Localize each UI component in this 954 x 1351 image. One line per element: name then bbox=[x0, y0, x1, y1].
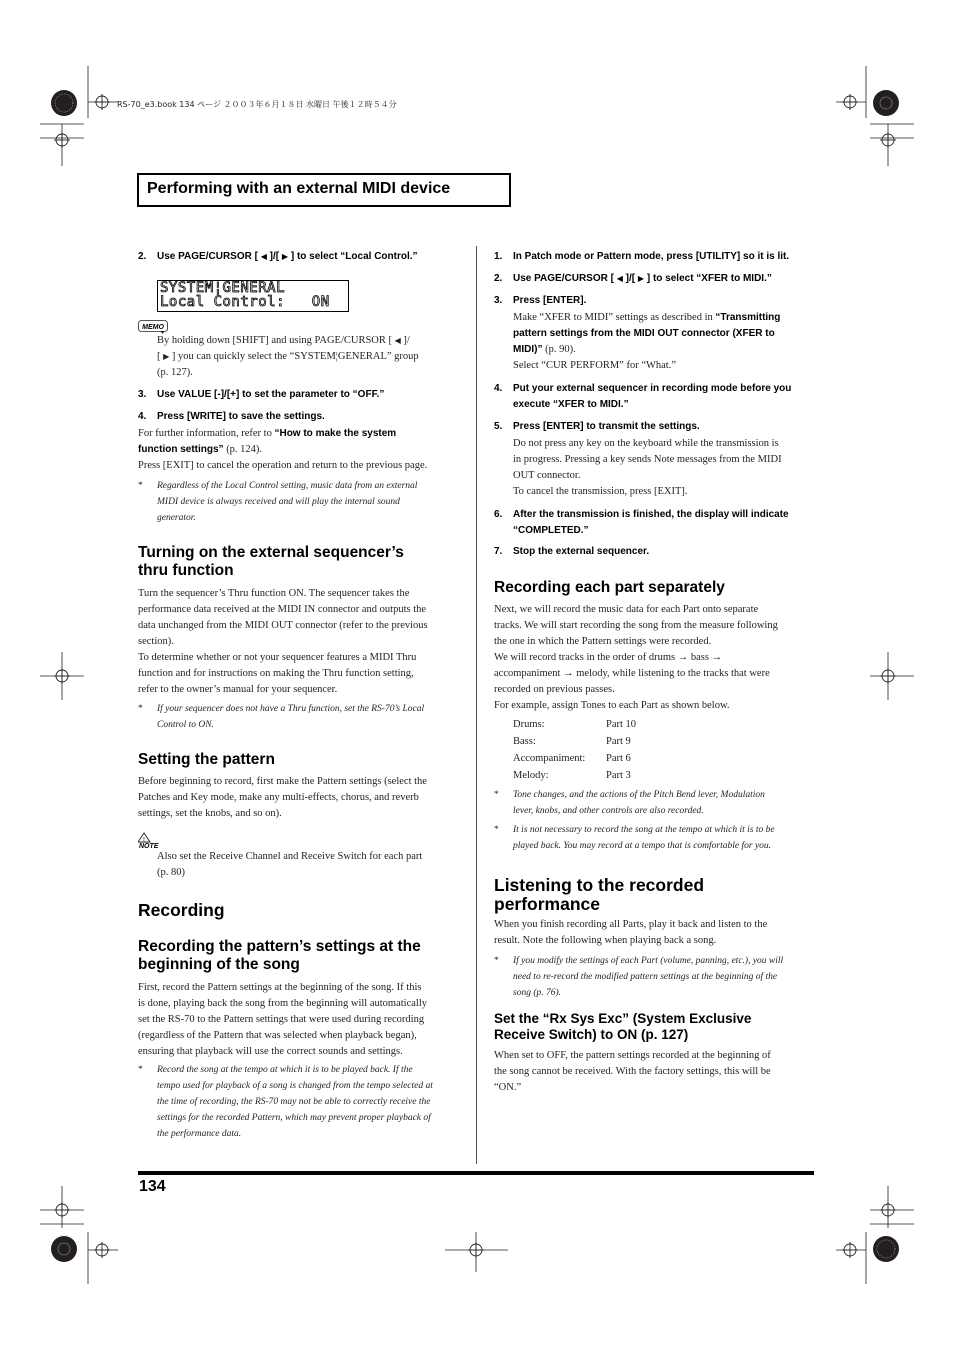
note-icon bbox=[138, 832, 164, 850]
footer-rule bbox=[138, 1171, 814, 1175]
right-arrow-icon: ▶ bbox=[637, 274, 645, 283]
step-4-left: 4. Press [WRITE] to save the settings. bbox=[138, 411, 325, 422]
rx-sys-exc-paragraph: When set to OFF, the pattern settings recorded at the beginning of the song cannot be received. With the factory settings, this will be “ON.” bbox=[494, 1050, 771, 1093]
step-5-right: 5. Press [ENTER] to transmit the settings. bbox=[494, 421, 700, 432]
step-3-body: Make “XFER to MIDI” settings as described in “Transmitting pattern settings from the MIDI OUT connector (XFER to MIDI)” (p. 90). Select “CUR PERFORM” for “What.” bbox=[513, 312, 781, 371]
lcd-line-1: SYSTEM¦GENERAL bbox=[160, 280, 286, 296]
step-3-left: 3. Use VALUE [-]/[+] to set the parameter to “OFF.” bbox=[138, 389, 385, 400]
memo-icon bbox=[138, 320, 168, 334]
listening-paragraph: When you finish recording all Parts, play it back and listen to the result. Note the following when playing back a song. bbox=[494, 919, 768, 946]
svg-text:!: ! bbox=[143, 837, 145, 843]
pattern-paragraph: Before beginning to record, first make the Pattern settings (select the Patches and Key mode, make any multi-effects, chorus, and reverb settings, set the knobs, and so on). bbox=[138, 776, 427, 819]
note-thru: * If your sequencer does not have a Thru function, set the RS-70’s Local Control to ON. bbox=[138, 704, 425, 730]
further-info-text: For further information, refer to “How to make the system function settings” (p. 124). Press [EXIT] to cancel the operation and return to the previous page. bbox=[138, 428, 428, 471]
note-local-control: * Regardless of the Local Control setting, music data from an external MIDI device is always received and will play the internal sound generator. bbox=[138, 481, 418, 523]
lcd-line-2: Local Control: ON bbox=[160, 294, 330, 310]
step-7-right: 7. Stop the external sequencer. bbox=[494, 546, 650, 557]
left-arrow-icon: ◀ bbox=[260, 252, 267, 261]
left-arrow-icon: ◀ bbox=[616, 274, 623, 283]
svg-text:MEMO: MEMO bbox=[142, 324, 164, 331]
heading-thru-function: Turning on the external sequencer’s thru function bbox=[138, 544, 404, 579]
note-receive-channel: Also set the Receive Channel and Receive Switch for each part (p. 80) bbox=[157, 851, 423, 878]
left-arrow-icon: ◀ bbox=[394, 336, 401, 345]
step-4-right: 4. Put your external sequencer in recording mode before you execute “XFER to MIDI.” bbox=[494, 383, 792, 410]
section-title-box bbox=[137, 173, 511, 207]
step-2-left: 2. Use PAGE/CURSOR [ ◀ ]/[ ▶ ] to select “Local Control.” bbox=[138, 251, 418, 262]
heading-setting-pattern: Setting the pattern bbox=[138, 751, 275, 768]
right-arrow-icon: ▶ bbox=[163, 352, 170, 361]
heading-recording: Recording bbox=[138, 900, 225, 920]
each-part-paragraph: Next, we will record the music data for each Part onto separate tracks. We will start recording the song from the measure following the one in which the Pattern settings were recorded. We will record tracks in the order of drums → bass → accompaniment → melody, while listening to the tracks that were recorded on previous passes. For example, assign Tones to each Part as shown below. bbox=[494, 604, 778, 711]
lcd-display bbox=[157, 280, 349, 312]
file-info-header: RS-70_e3.book 134 ページ ２００３年６月１８日 水曜日 午後１２時５４分 bbox=[117, 100, 397, 109]
heading-listening: Listening to the recorded performance bbox=[494, 875, 705, 914]
memo-text: By holding down [SHIFT] and using PAGE/CURSOR [ ◀ ]/ [ ▶ ] you can quickly select the “SYSTEM¦GENERAL” group (p. 127). bbox=[157, 335, 419, 378]
right-arrow-icon: ▶ bbox=[281, 252, 289, 261]
heading-rx-sys-exc: Set the “Rx Sys Exc” (System Exclusive Receive Switch) to ON (p. 127) bbox=[494, 1011, 752, 1042]
note-tempo-comfortable: * It is not necessary to record the song at the tempo at which it is to be played back. You may record at a tempo that is comfortable for you. bbox=[494, 825, 775, 851]
section-title: Performing with an external MIDI device bbox=[147, 180, 451, 197]
recording-pattern-paragraph: First, record the Pattern settings at the beginning of the song. If this is done, playing back the song from the beginning will automatically set the RS-70 to the Pattern settings that were used during recording (regardless of the Pattern that was selected when playback began), ensuring that playback will use the correct sounds and settings. bbox=[138, 982, 427, 1057]
step-6-right: 6. After the transmission is finished, the display will indicate “COMPLETED.” bbox=[494, 509, 789, 536]
step-5-body: Do not press any key on the keyboard while the transmission is in progress. Pressing a key sends Note messages from the MIDI OUT connector. To cancel the transmission, press [EXIT]. bbox=[513, 438, 782, 497]
thru-paragraph: Turn the sequencer’s Thru function ON. The sequencer takes the performance data received at the MIDI IN connector and outputs the data unchanged from the MIDI OUT connector (refer to the previous section). To determine whether or not your sequencer features a MIDI Thru function and for instructions on making the Thru function setting, refer to the owner’s manual for your sequencer. bbox=[138, 588, 428, 695]
heading-recording-each-part: Recording each part separately bbox=[494, 579, 725, 596]
step-2-right: 2. Use PAGE/CURSOR [ ◀ ]/[ ▶ ] to select “XFER to MIDI.” bbox=[494, 273, 772, 284]
heading-recording-pattern-settings: Recording the pattern’s settings at the beginning of the song bbox=[138, 938, 421, 973]
svg-text:NOTE: NOTE bbox=[139, 843, 159, 850]
note-modify-settings: * If you modify the settings of each Part (volume, panning, etc.), you will need to re-record the modified pattern settings at the beginning of the song (p. 76). bbox=[494, 956, 784, 998]
note-tone-changes: * Tone changes, and the actions of the Pitch Bend lever, Modulation lever, knobs, and other controls are also recorded. bbox=[494, 790, 765, 816]
page-number: 134 bbox=[139, 1178, 166, 1195]
parts-table: Drums: Part 10 Bass: Part 9 Accompaniment: Part 6 Melody: Part 3 bbox=[513, 719, 637, 781]
column-divider bbox=[476, 246, 477, 1164]
step-1-right: 1. In Patch mode or Pattern mode, press [UTILITY] so it is lit. bbox=[494, 251, 790, 262]
note-tempo: * Record the song at the tempo at which it is to be played back. If the tempo used for playback of a song is changed from the tempo selected at the time of recording, the RS-70 may not be able to correctly receive the settings for the recorded Pattern, which may prevent proper playback of the performance data. bbox=[138, 1065, 433, 1139]
step-3-right: 3. Press [ENTER]. bbox=[494, 295, 587, 306]
